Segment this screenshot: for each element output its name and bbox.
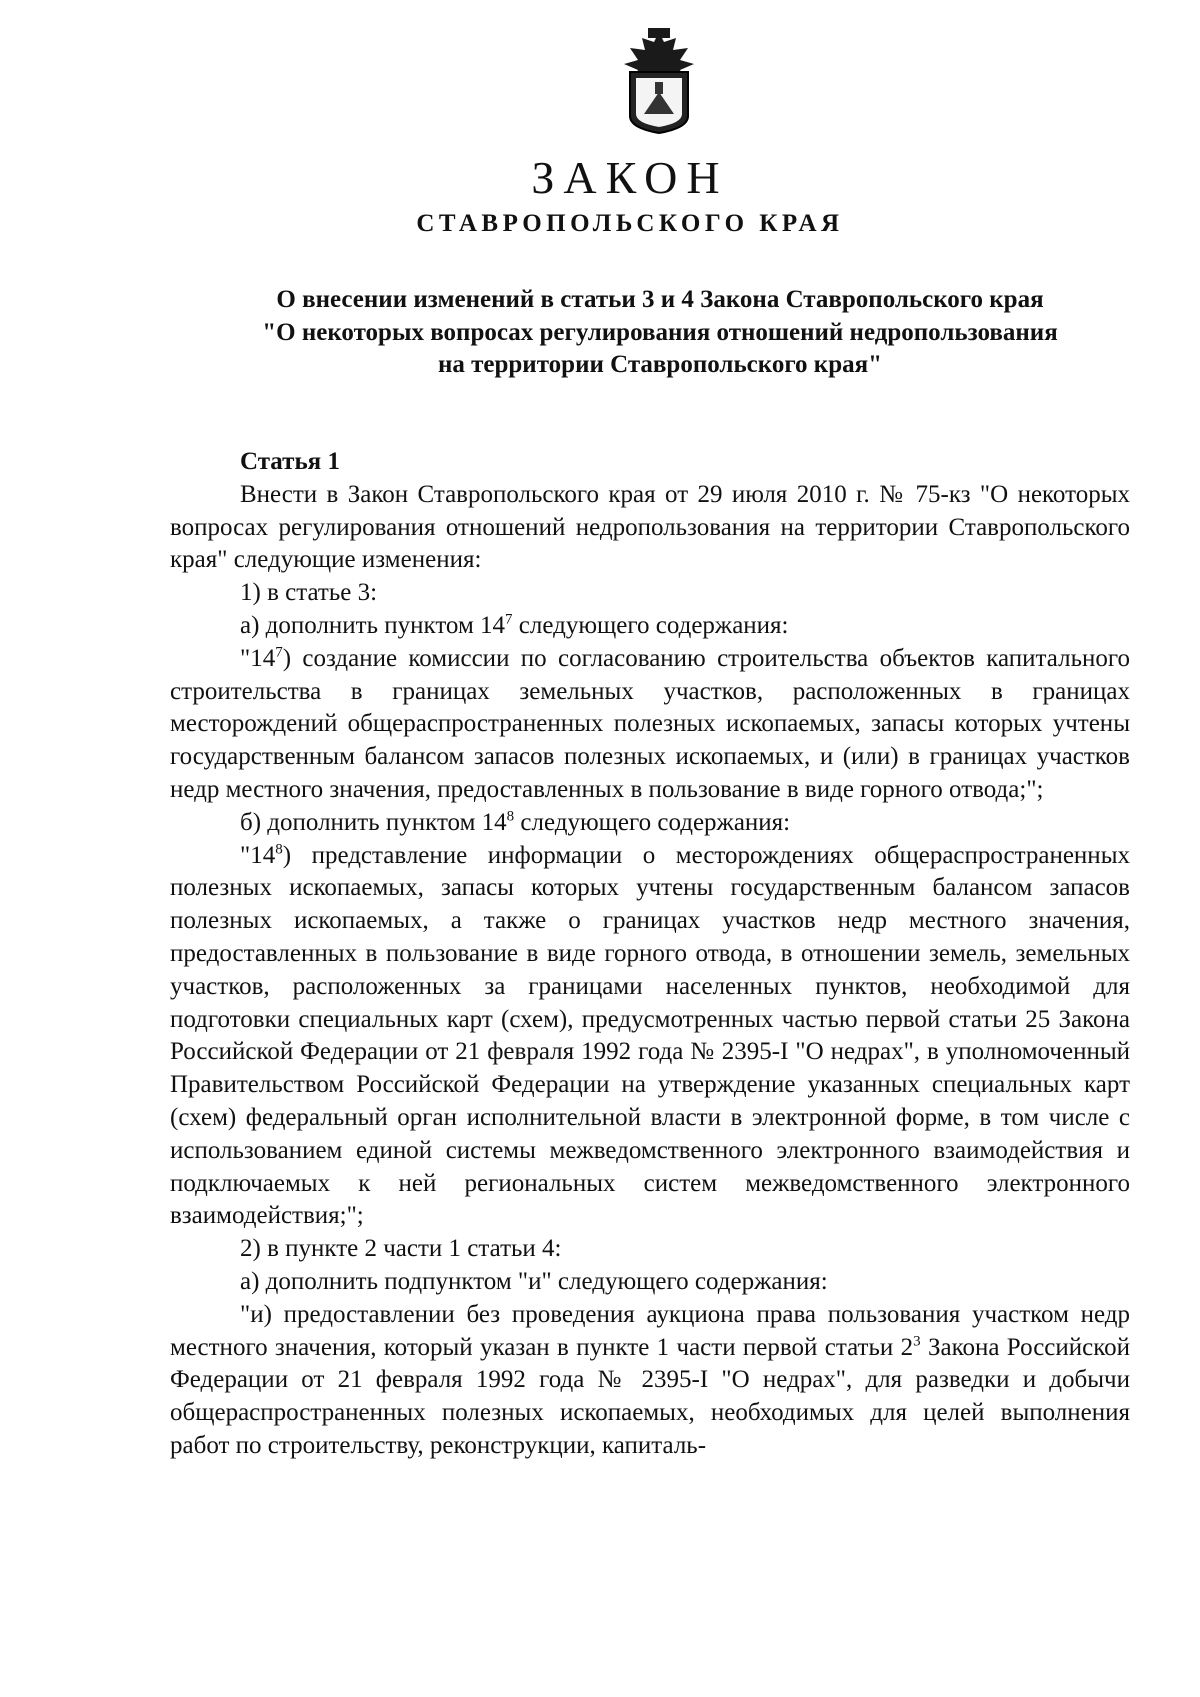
paragraph-item-1b bbox=[170, 807, 1130, 840]
text: "14 bbox=[240, 644, 276, 672]
text: следующего содержания: bbox=[514, 808, 791, 836]
region-heading: СТАВРОПОЛЬСКОГО КРАЯ bbox=[416, 210, 844, 237]
paragraph-item-2a: а) дополнить подпунктом "и" следующего содержания: bbox=[240, 1267, 828, 1295]
document-type-heading: ЗАКОН bbox=[531, 152, 729, 203]
superscript: 8 bbox=[506, 808, 515, 825]
text: ) представление информации о месторождениях общераспространенных полезных ископаемых, запасы которых учтены государственным балансом запасов полезных ископаемых, а также о границах участков недр местного значения, предоставленных в пользование в виде горного отвода, в отношении земель, земельных участков, расположенных за границами населенных пунктов, необходимой для подготовки специальных карт (схем), предусмотренных частью первой статьи 25 Закона Российской Федерации от 21 февраля 1992 года № 2395-I "О недрах", в уполномоченный Правительством Российской Федерации на утверждение указанных специальных карт (схем) федеральный орган исполнительной власти в электронной форме, в том числе с использованием единой системы межведомственного электронного взаимодействия и подключаемых к ней региональных систем межведомственного электронного взаимодействия;"; bbox=[170, 841, 1130, 1230]
text: "и) предоставлении без проведения аукциона права пользования участком недр местного значения, который указан в пункте 1 части первой статьи 2 bbox=[170, 1300, 1130, 1361]
text: б) дополнить пунктом 14 bbox=[240, 808, 507, 836]
law-title-line: "О некоторых вопросах регулирования отношений недропользования bbox=[262, 318, 1058, 346]
superscript: 7 bbox=[275, 644, 283, 661]
coat-of-arms-icon bbox=[616, 28, 702, 134]
paragraph-item-1: 1) в статье 3: bbox=[240, 579, 378, 607]
text: а) дополнить пунктом 14 bbox=[240, 611, 506, 639]
text: ) создание комиссии по согласованию строительства объектов капитального строительства в границах земельных участков, расположенных в границах месторождений общераспространенных полезных ископаемых, запасы которых учтены государственным балансом запасов полезных ископаемых, и (или) в границах участков недр местного значения, предоставленных в пользование в виде горного отвода;"; bbox=[170, 644, 1130, 803]
paragraph-subpoint-i bbox=[170, 1299, 1130, 1463]
superscript: 8 bbox=[275, 841, 283, 858]
text: Закона Российской Федерации от 21 февраля 1992 года № 2395-I "О недрах", для разведки и добычи общераспространенных полезных ископаемых, необходимых для целей выполнения работ по строительству, реконструкции, капиталь- bbox=[170, 1333, 1130, 1459]
superscript: 3 bbox=[913, 1333, 921, 1350]
paragraph-item-2: 2) в пункте 2 части 1 статьи 4: bbox=[240, 1235, 562, 1263]
law-title bbox=[170, 284, 1150, 382]
paragraph-intro: Внести в Закон Ставропольского края от 29 июля 2010 г. № 75-кз "О некоторых вопросах регулирования отношений недропользования на территории Ставропольского края" следующие изменения: bbox=[170, 480, 1130, 574]
text: "14 bbox=[240, 841, 276, 869]
paragraph-point-14-8 bbox=[170, 840, 1130, 1234]
text: следующего содержания: bbox=[512, 611, 789, 639]
paragraph-point-14-7 bbox=[170, 643, 1130, 807]
law-title-line: на территории Ставропольского края" bbox=[437, 351, 883, 378]
law-title-line: О внесении изменений в статьи 3 и 4 Закона Ставропольского края bbox=[276, 286, 1044, 313]
document-body bbox=[170, 446, 1130, 1463]
superscript: 7 bbox=[505, 611, 513, 628]
paragraph-item-1a bbox=[170, 610, 1130, 643]
article-heading: Статья 1 bbox=[240, 448, 340, 475]
